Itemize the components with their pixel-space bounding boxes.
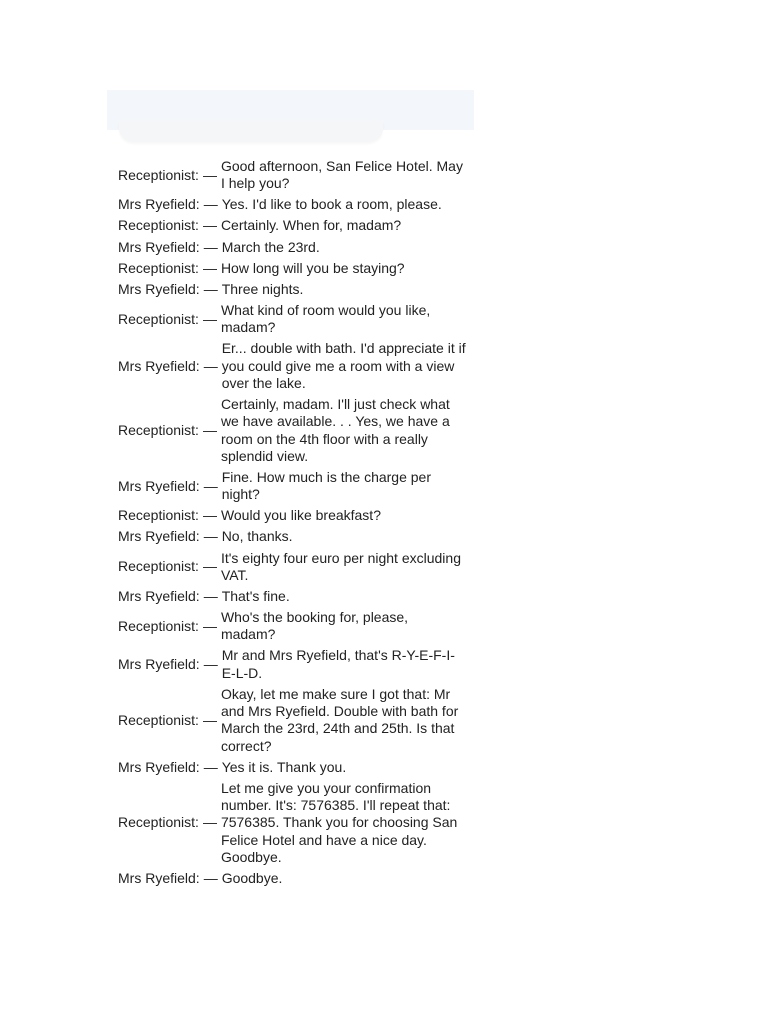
speaker-name: Mrs Ryefield:	[118, 280, 200, 297]
dialogue-line: It's eighty four euro per night excluding VAT.	[220, 549, 461, 583]
speaker-name: Receptionist:	[118, 617, 199, 634]
dialogue-row	[118, 780, 468, 866]
dialogue-line: Goodbye.	[221, 870, 283, 887]
dialogue-line: No, thanks.	[221, 528, 293, 545]
dash: —	[203, 870, 218, 887]
dialogue-line: March the 23rd.	[221, 238, 320, 255]
dialogue-line: Let me give you your confirmation number. It's: 7576385. I'll repeat that: 7576385. Thank you for choosing San Felice Hotel and have a nice day. Goodbye.	[220, 779, 458, 866]
dash: —	[203, 477, 218, 494]
speaker-name: Mrs Ryefield:	[118, 870, 200, 887]
dialogue-line: What kind of room would you like, madam?	[220, 301, 431, 336]
dash: —	[202, 507, 217, 524]
speaker-name: Mrs Ryefield:	[118, 656, 200, 673]
dialogue-line: Fine. How much is the charge per night?	[221, 468, 432, 503]
dialogue-row	[118, 196, 468, 213]
dialogue-row	[118, 588, 468, 605]
dialogue-line: Three nights.	[221, 280, 304, 297]
speaker-name: Receptionist:	[118, 166, 199, 183]
speaker-name: Receptionist:	[118, 507, 199, 524]
dialogue-row	[118, 260, 468, 277]
banner-pill	[119, 120, 383, 142]
speaker-name: Mrs Ryefield:	[118, 758, 200, 775]
dialogue-line: Who's the booking for, please, madam?	[220, 608, 409, 643]
dialogue-line: Good afternoon, San Felice Hotel. May I help you?	[220, 158, 463, 192]
dialogue-line: Mr and Mrs Ryefield, that's R-Y-E-F-I-E-L-D.	[221, 647, 455, 681]
speaker-name: Receptionist:	[118, 259, 199, 276]
dash: —	[202, 310, 217, 327]
speaker-name: Receptionist:	[118, 558, 199, 575]
dash: —	[203, 280, 218, 297]
speaker-name: Mrs Ryefield:	[118, 528, 200, 545]
speaker-name: Mrs Ryefield:	[118, 196, 200, 213]
dash: —	[202, 711, 217, 728]
dash: —	[202, 166, 217, 183]
dash: —	[202, 617, 217, 634]
dialogue-transcript	[118, 158, 468, 891]
dialogue-line: Yes it is. Thank you.	[221, 758, 347, 775]
dialogue-row	[118, 217, 468, 234]
dialogue-row	[118, 870, 468, 887]
speaker-name: Mrs Ryefield:	[118, 587, 200, 604]
dash: —	[203, 758, 218, 775]
dialogue-line: Certainly, madam. I'll just check what we have available. . . Yes, we have a room on the 4th floor with a really splendid view.	[220, 395, 450, 464]
dialogue-row	[118, 158, 468, 193]
speaker-name: Receptionist:	[118, 217, 199, 234]
speaker-name: Receptionist:	[118, 310, 199, 327]
speaker-name: Receptionist:	[118, 711, 199, 728]
dialogue-line: That's fine.	[221, 587, 290, 604]
dialogue-line: Er... double with bath. I'd appreciate it if you could give me a room with a view over the lake.	[221, 340, 466, 391]
dialogue-row	[118, 302, 468, 337]
dash: —	[203, 656, 218, 673]
dialogue-line: How long will you be staying?	[220, 259, 405, 276]
dialogue-line: Yes. I'd like to book a room, please.	[221, 196, 442, 213]
dialogue-row	[118, 281, 468, 298]
dash: —	[203, 357, 218, 374]
dialogue-row	[118, 609, 468, 644]
dash: —	[202, 259, 217, 276]
dash: —	[202, 421, 217, 438]
top-banner	[107, 90, 474, 130]
dialogue-row	[118, 759, 468, 776]
dialogue-row	[118, 647, 468, 682]
dialogue-line: Would you like breakfast?	[220, 507, 381, 524]
speaker-name: Receptionist:	[118, 421, 199, 438]
dash: —	[203, 587, 218, 604]
dash: —	[202, 558, 217, 575]
dialogue-row	[118, 507, 468, 524]
dialogue-row	[118, 550, 468, 585]
dash: —	[203, 528, 218, 545]
dialogue-row	[118, 528, 468, 545]
speaker-name: Mrs Ryefield:	[118, 238, 200, 255]
dialogue-row	[118, 340, 468, 392]
dialogue-row	[118, 686, 468, 755]
dash: —	[203, 238, 218, 255]
dialogue-row	[118, 396, 468, 465]
speaker-name: Mrs Ryefield:	[118, 477, 200, 494]
dash: —	[202, 814, 217, 831]
dialogue-line: Certainly. When for, madam?	[220, 217, 402, 234]
speaker-name: Receptionist:	[118, 814, 199, 831]
dialogue-line: Okay, let me make sure I got that: Mr and Mrs Ryefield. Double with bath for March the 23rd, 24th and 25th. Is that correct?	[220, 685, 459, 754]
dialogue-row	[118, 239, 468, 256]
speaker-name: Mrs Ryefield:	[118, 357, 200, 374]
dash: —	[202, 217, 217, 234]
dash: —	[203, 196, 218, 213]
dialogue-row	[118, 469, 468, 504]
